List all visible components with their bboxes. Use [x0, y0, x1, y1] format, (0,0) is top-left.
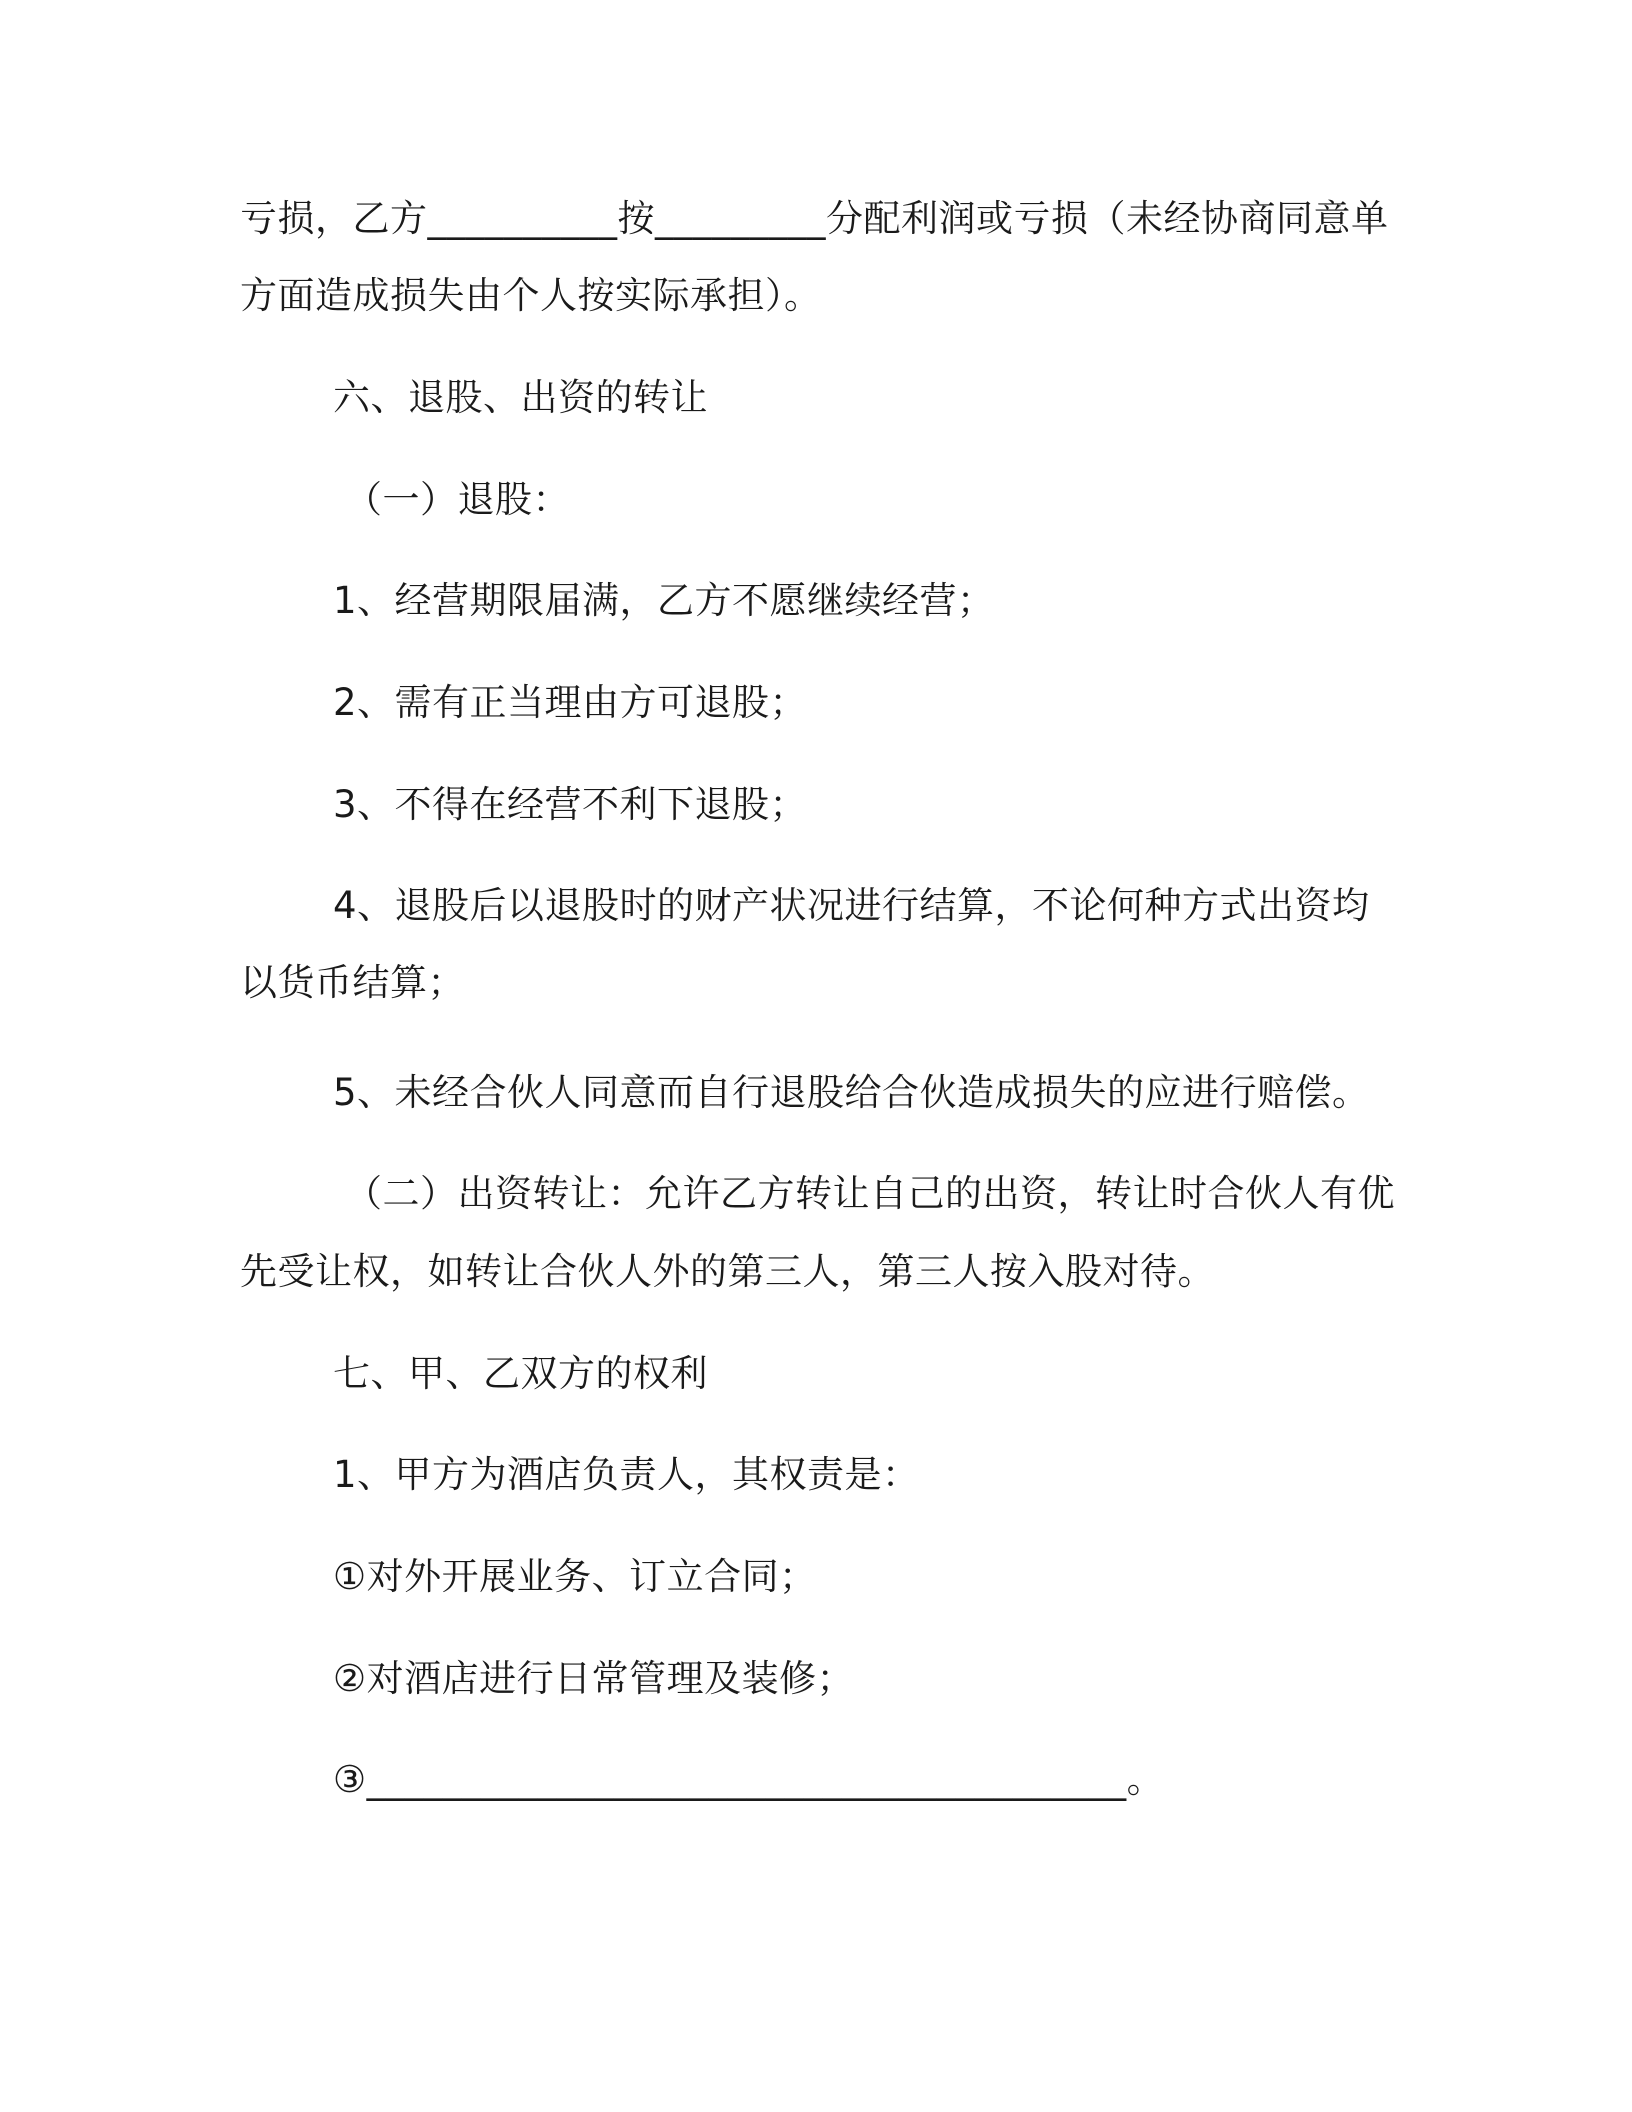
list-item-party-a-duties: 1、甲方为酒店负责人，其权责是： — [333, 1453, 920, 1496]
list-item-duty-1: ①对外开展业务、订立合同； — [333, 1555, 817, 1598]
subsection-heading-withdrawal: （一）退股： — [345, 478, 570, 521]
section-heading-withdrawal-transfer: 六、退股、出资的转让 — [333, 376, 708, 419]
section-heading-rights: 七、甲、乙双方的权利 — [333, 1352, 708, 1395]
list-item-withdrawal-4-line-1: 4、退股后以退股时的财产状况进行结算，不论何种方式出资均 — [333, 884, 1370, 927]
paragraph-profit-distribution-line-1: 亏损，乙方__________按_________分配利润或亏损（未经协商同意单 — [240, 197, 1389, 240]
paragraph-profit-distribution-line-2: 方面造成损失由个人按实际承担）。 — [240, 274, 822, 317]
subsection-capital-transfer-line-2: 先受让权，如转让合伙人外的第三人，第三人按入股对待。 — [240, 1250, 1215, 1293]
list-item-withdrawal-2: 2、需有正当理由方可退股； — [333, 681, 808, 724]
subsection-capital-transfer-line-1: （二）出资转让：允许乙方转让自己的出资，转让时合伙人有优 — [345, 1172, 1395, 1215]
list-item-duty-3-blank: ③________________________________________。 — [333, 1758, 1165, 1801]
list-item-duty-2: ②对酒店进行日常管理及装修； — [333, 1657, 855, 1700]
list-item-withdrawal-3: 3、不得在经营不利下退股； — [333, 783, 808, 826]
list-item-withdrawal-1: 1、经营期限届满，乙方不愿继续经营； — [333, 579, 995, 622]
list-item-withdrawal-4-line-2: 以货币结算； — [240, 961, 465, 1004]
list-item-withdrawal-5: 5、未经合伙人同意而自行退股给合伙造成损失的应进行赔偿。 — [333, 1071, 1370, 1114]
